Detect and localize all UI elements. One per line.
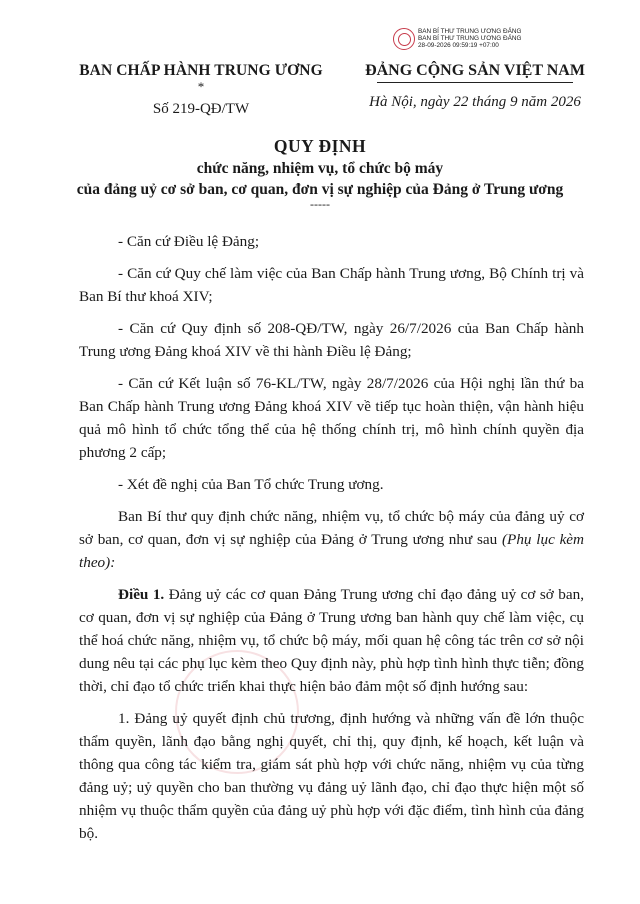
title-sub-2: của đảng uỷ cơ sở ban, cơ quan, đơn vị sự nghiệp của Đảng ở Trung ương (76, 181, 564, 198)
motto-block (350, 62, 600, 111)
title-main: QUY ĐỊNH (273, 136, 367, 156)
party-underline (377, 82, 573, 83)
basis-3: - Căn cứ Quy định số 208-QĐ/TW, ngày 26/7/2026 của Ban Chấp hành Trung ương Đảng khoá XIV về thi hành Điều lệ Đảng; (79, 320, 584, 360)
seal-icon (393, 28, 415, 50)
title-divider: ----- (310, 197, 330, 211)
document-title (40, 136, 600, 209)
basis-5: - Xét đề nghị của Ban Tổ chức Trung ương. (118, 476, 384, 493)
intro-paragraph (79, 505, 584, 574)
digital-signature-stamp (393, 28, 522, 50)
document-body (79, 230, 584, 845)
article-1-label: Điều 1. (118, 586, 165, 603)
basis-4: - Căn cứ Kết luận số 76-KL/TW, ngày 28/7/2026 của Hội nghị lần thứ ba Ban Chấp hành Trung ương Đảng khoá XIV về tiếp tục hoàn thiện, vận hành hiệu quả mô hình tổ chức tổng thể của hệ thống chính trị, mô hình chính quyền địa phương 2 cấp; (79, 375, 584, 461)
article-1-item-1: 1. Đảng uỷ quyết định chủ trương, định hướng và những vấn đề lớn thuộc thẩm quyền, lãnh đạo bằng nghị quyết, chỉ thị, quy định, kế hoạch, kết luận và thông qua công tác kiểm tra, giám sát phù hợp với chức năng, nhiệm vụ của từng đảng uỷ; uỷ quyền cho ban thường vụ đảng uỷ lãnh đạo, chỉ đạo thực hiện một số nhiệm vụ thuộc thẩm quyền của đảng uỷ phù hợp với đặc điểm, tình hình của đảng bộ. (79, 710, 584, 842)
issuer-name: BAN CHẤP HÀNH TRUNG ƯƠNG (79, 62, 323, 79)
issuer-block (68, 62, 334, 118)
party-name: ĐẢNG CỘNG SẢN VIỆT NAM (365, 62, 585, 79)
article-1 (79, 583, 584, 698)
stamp-text (418, 28, 522, 49)
basis-2: - Căn cứ Quy chế làm việc của Ban Chấp hành Trung ương, Bộ Chính trị và Ban Bí thư khoá XIV; (79, 265, 584, 305)
intro-text: Ban Bí thư quy định chức năng, nhiệm vụ, tổ chức bộ máy của đảng uỷ cơ sở ban, cơ quan, đơn vị sự nghiệp của Đảng ở Trung ương như sau (79, 508, 584, 548)
star-divider: * (197, 79, 205, 94)
place-date: Hà Nội, ngày 22 tháng 9 năm 2026 (369, 94, 581, 110)
title-sub-1: chức năng, nhiệm vụ, tổ chức bộ máy (196, 160, 444, 177)
intro-note: (Phụ lục kèm theo): (79, 531, 585, 571)
basis-1: - Căn cứ Điều lệ Đảng; (118, 233, 260, 250)
article-1-text: Đảng uỷ các cơ quan Đảng Trung ương chỉ đạo đảng uỷ cơ sở ban, cơ quan, đơn vị sự nghiệp của Đảng ở Trung ương ban hành quy chế làm việc, cụ thể hoá chức năng, nhiệm vụ, tổ chức bộ máy, mối quan hệ công tác trên cơ sở nội dung nêu tại các phụ lục kèm theo Quy định này, phù hợp tình hình thực tiễn; đồng thời, chỉ đạo tổ chức triển khai thực hiện bảo đảm một số định hướng sau: (79, 586, 585, 695)
stamp-line-1: BAN BÍ THƯ TRUNG ƯƠNG ĐẢNG (418, 28, 522, 35)
stamp-line-3: 28-09-2026 09:59:19 +07:00 (418, 42, 499, 49)
stamp-line-2: BAN BÍ THƯ TRUNG ƯƠNG ĐẢNG (418, 35, 522, 42)
document-number: Số 219-QĐ/TW (152, 101, 250, 117)
